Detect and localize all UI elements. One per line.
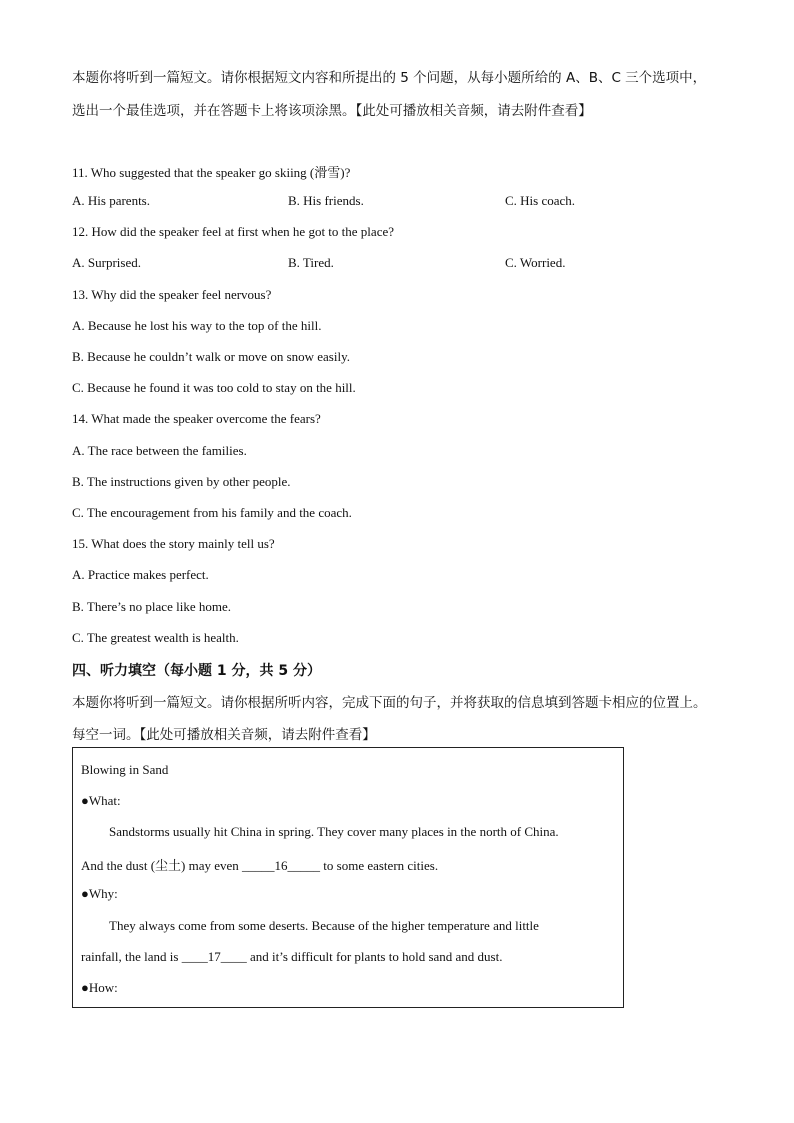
- why-text-line2-pre: rainfall, the land is: [81, 949, 182, 964]
- question-11-stem: 11. Who suggested that the speaker go skiing (滑雪)?: [72, 165, 351, 180]
- blank-17[interactable]: ____17____: [181, 949, 247, 964]
- question-11-option-c: C. His coach.: [505, 193, 576, 208]
- question-12-option-b: B. Tired.: [288, 255, 334, 270]
- question-15-option-a: A. Practice makes perfect.: [72, 567, 209, 582]
- question-14-option-a: A. The race between the families.: [72, 443, 247, 458]
- how-label: ●How:: [81, 980, 118, 995]
- question-12-stem: 12. How did the speaker feel at first when he got to the place?: [72, 224, 394, 239]
- why-text-line2-post: and it’s difficult for plants to hold sand and dust.: [246, 949, 503, 964]
- question-14-option-c: C. The encouragement from his family and the coach.: [72, 505, 352, 520]
- question-15-option-c: C. The greatest wealth is health.: [72, 630, 239, 645]
- question-15-option-b: B. There’s no place like home.: [72, 599, 231, 614]
- question-14-option-b: B. The instructions given by other people.: [72, 474, 291, 489]
- what-text-line2-post: to some eastern cities.: [320, 858, 439, 873]
- section4-instructions-line1: 本题你将听到一篇短文。请你根据所听内容，完成下面的句子，并将获取的信息填到答题卡相应的位置上。: [72, 695, 707, 711]
- what-label: ●What:: [81, 793, 121, 808]
- what-text-line2-pre: And the dust (尘土) may even: [81, 858, 243, 873]
- question-12-option-c: C. Worried.: [505, 255, 566, 270]
- question-13-option-c: C. Because he found it was too cold to stay on the hill.: [72, 380, 356, 395]
- question-15-stem: 15. What does the story mainly tell us?: [72, 536, 275, 551]
- section4-heading: 四、听力填空（每小题 1 分，共 5 分）: [72, 663, 321, 679]
- question-13-option-b: B. Because he couldn’t walk or move on snow easily.: [72, 349, 350, 364]
- why-text-line1: They always come from some deserts. Because of the higher temperature and little: [109, 918, 539, 933]
- question-13-stem: 13. Why did the speaker feel nervous?: [72, 287, 272, 302]
- section3-instructions-line2: 选出一个最佳选项，并在答题卡上将该项涂黑。【此处可播放相关音频，请去附件查看】: [72, 103, 592, 119]
- blank-16[interactable]: _____16_____: [242, 858, 321, 873]
- passage-title: Blowing in Sand: [81, 762, 169, 777]
- question-14-stem: 14. What made the speaker overcome the fears?: [72, 411, 321, 426]
- section3-instructions-line1: 本题你将听到一篇短文。请你根据短文内容和所提出的 5 个问题，从每小题所给的 A、B、C 三个选项中，: [72, 70, 707, 86]
- question-11-option-a: A. His parents.: [72, 193, 150, 208]
- question-12-option-a: A. Surprised.: [72, 255, 141, 270]
- why-text-line2: [81, 949, 502, 965]
- fill-in-box: [72, 747, 624, 1008]
- section4-instructions-line2: 每空一词。【此处可播放相关音频，请去附件查看】: [72, 727, 376, 743]
- question-13-option-a: A. Because he lost his way to the top of the hill.: [72, 318, 322, 333]
- what-text-line1: Sandstorms usually hit China in spring. They cover many places in the north of China.: [109, 824, 559, 839]
- question-11-option-b: B. His friends.: [288, 193, 364, 208]
- why-label: ●Why:: [81, 886, 118, 901]
- what-text-line2: [81, 855, 438, 874]
